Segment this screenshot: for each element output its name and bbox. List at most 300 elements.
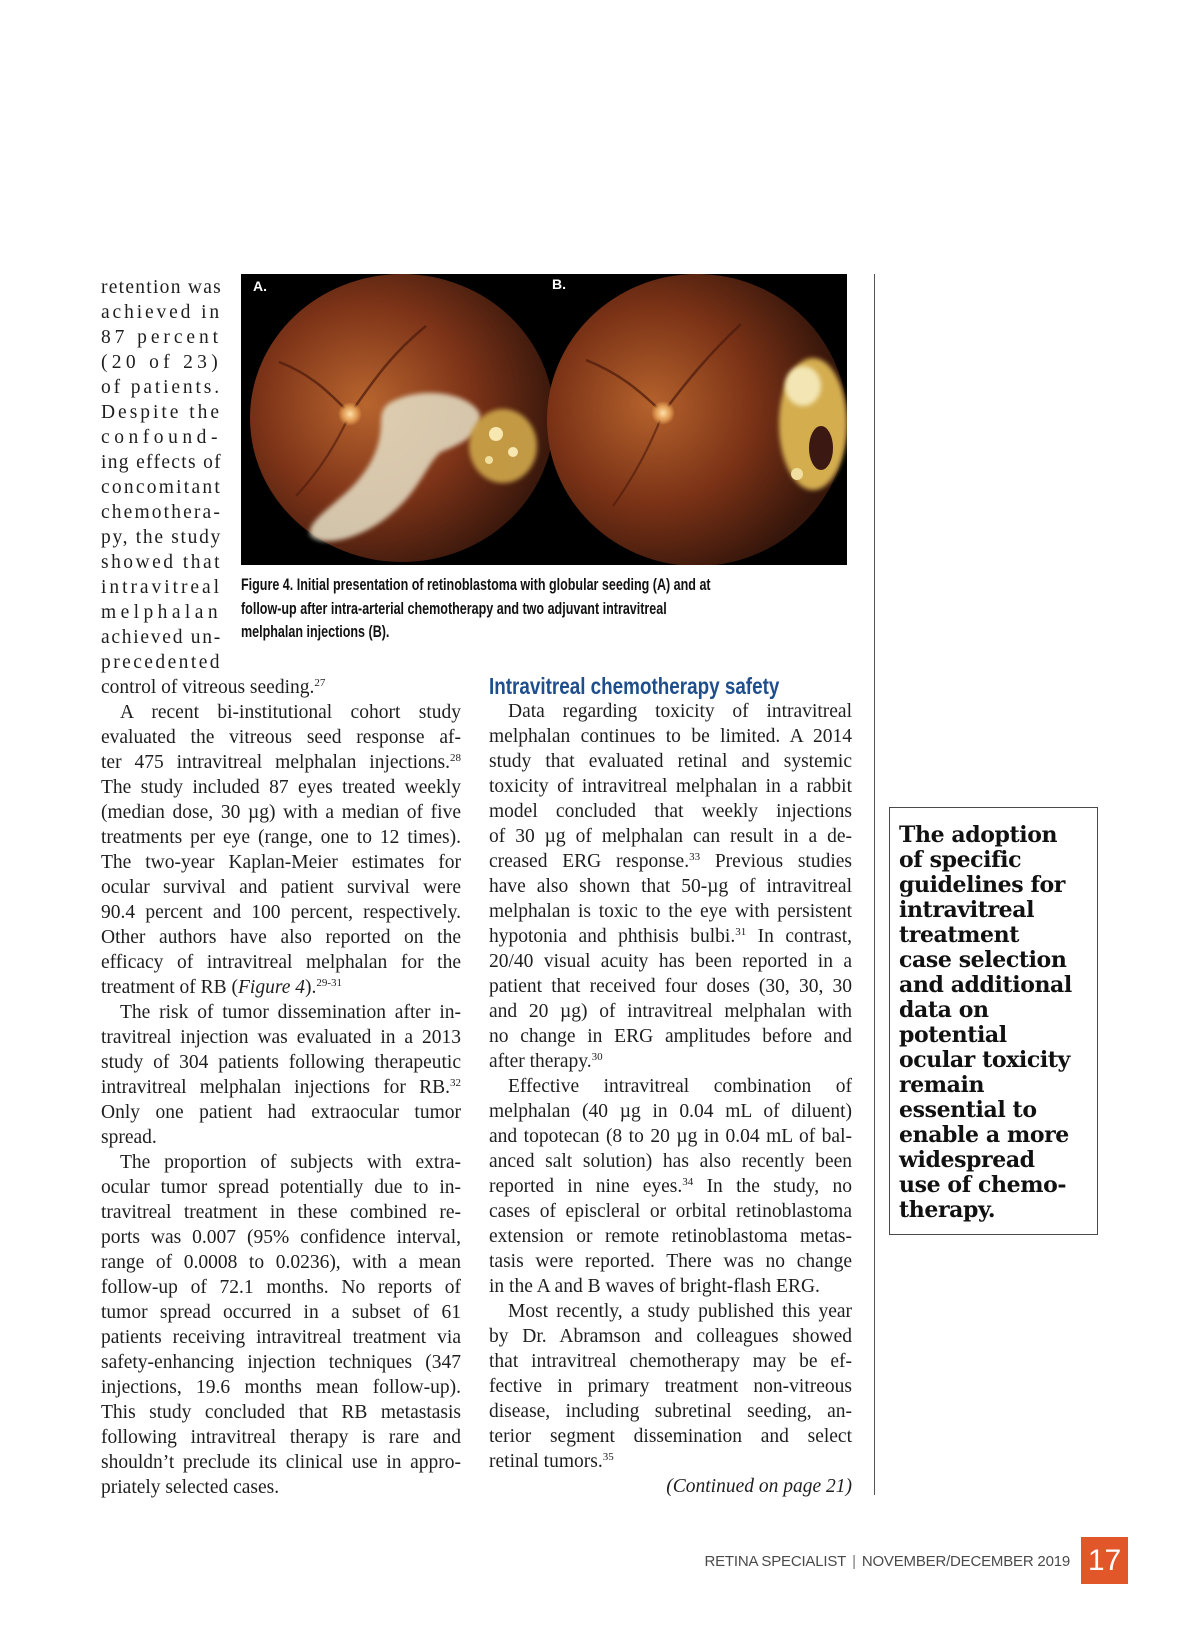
text-line bbox=[101, 850, 461, 875]
line-text bbox=[101, 1352, 461, 1373]
text-line bbox=[489, 1449, 852, 1474]
text-line bbox=[489, 1224, 852, 1249]
line-text bbox=[101, 802, 461, 823]
section-heading bbox=[489, 672, 852, 700]
line-text bbox=[101, 1302, 461, 1323]
reference-superscript: 33 bbox=[689, 851, 701, 863]
tumor-calcification-b bbox=[785, 366, 821, 406]
text-run: anced salt solution) has also recently been bbox=[489, 1151, 852, 1172]
text-run: toxicity of intravitreal melphalan in a rabbit bbox=[489, 776, 852, 797]
line-text bbox=[101, 477, 222, 498]
text-run: ocular tumor spread potentially due to in- bbox=[101, 1176, 461, 1198]
line-text: essential to bbox=[899, 1097, 1037, 1123]
caption-line bbox=[241, 621, 712, 645]
text-run: achieved in bbox=[101, 301, 222, 323]
pull-quote-line bbox=[899, 1023, 1089, 1048]
text-run: 90.4 percent and 100 percent, respectively. bbox=[101, 901, 461, 923]
line-text bbox=[101, 952, 461, 973]
text-run: precedented bbox=[101, 651, 222, 673]
line-text bbox=[120, 1152, 461, 1173]
pull-quote-line bbox=[899, 1048, 1089, 1073]
tumor-calcification-b bbox=[791, 468, 803, 480]
text-run: injections, 19.6 months mean follow-up). bbox=[101, 1376, 461, 1398]
text-line bbox=[101, 900, 461, 925]
line-text bbox=[101, 752, 461, 773]
line-text bbox=[120, 702, 461, 723]
line-text bbox=[489, 801, 852, 822]
text-line bbox=[101, 575, 222, 600]
line-text bbox=[101, 352, 222, 373]
text-run: 20/40 visual acuity has been reported in a bbox=[489, 951, 852, 972]
text-line bbox=[489, 874, 852, 899]
line-text bbox=[508, 1301, 852, 1322]
line-text bbox=[101, 652, 222, 673]
optic-disc-a bbox=[338, 402, 362, 426]
line-text: intravitreal bbox=[899, 897, 1035, 923]
text-run: that intravitreal chemotherapy may be ef- bbox=[489, 1351, 852, 1372]
pull-quote-line bbox=[899, 873, 1089, 898]
text-line bbox=[489, 824, 852, 849]
text-run: after therapy. bbox=[489, 1051, 592, 1072]
optic-disc-b bbox=[651, 401, 675, 425]
line-text bbox=[101, 877, 461, 898]
text-run: tumor spread occurred in a subset of 61 bbox=[101, 1301, 461, 1323]
line-text bbox=[101, 927, 461, 948]
pull-quote-line bbox=[899, 998, 1089, 1023]
caption-line bbox=[241, 598, 712, 622]
column-divider bbox=[874, 274, 875, 1495]
text-run: have also shown that 50-µg of intravitreal bbox=[489, 876, 852, 897]
line-text bbox=[489, 876, 852, 897]
text-line bbox=[489, 699, 852, 724]
text-line bbox=[489, 1349, 852, 1374]
text-line bbox=[101, 1375, 461, 1400]
text-line bbox=[101, 1350, 461, 1375]
line-text: guidelines for bbox=[899, 872, 1065, 898]
text-run: priately selected cases. bbox=[101, 1476, 280, 1498]
reference-superscript: 27 bbox=[314, 676, 326, 689]
text-run: reported in nine eyes. bbox=[489, 1176, 683, 1197]
text-line bbox=[489, 999, 852, 1024]
figure-4 bbox=[241, 274, 847, 565]
tumor-calcification-a bbox=[508, 447, 518, 457]
line-text bbox=[489, 1026, 852, 1047]
text-run: confound- bbox=[101, 426, 222, 448]
pull-quote-line bbox=[899, 1173, 1089, 1198]
line-text bbox=[101, 277, 222, 298]
text-run: disease, including subretinal seeding, an- bbox=[489, 1401, 852, 1422]
pull-quote-line bbox=[899, 1073, 1089, 1098]
line-text: potential bbox=[899, 1022, 1007, 1048]
text-run: melphalan bbox=[101, 601, 222, 623]
text-line bbox=[489, 1099, 852, 1124]
text-line bbox=[101, 400, 222, 425]
reference-superscript: 28 bbox=[450, 751, 461, 764]
line-text bbox=[101, 1077, 461, 1098]
text-run: In the study, no bbox=[693, 1176, 852, 1197]
line-text: case selection bbox=[899, 947, 1067, 973]
text-line bbox=[101, 1325, 461, 1350]
text-line bbox=[489, 799, 852, 824]
line-text bbox=[489, 926, 852, 947]
text-line bbox=[489, 1399, 852, 1424]
reference-superscript: 30 bbox=[591, 1051, 603, 1063]
line-text bbox=[101, 852, 461, 873]
text-line bbox=[101, 1425, 461, 1450]
text-run: melphalan is toxic to the eye with persistent bbox=[489, 901, 852, 922]
text-line bbox=[489, 1324, 852, 1349]
line-text bbox=[489, 1001, 852, 1022]
text-line bbox=[101, 1150, 461, 1175]
line-text bbox=[101, 1202, 461, 1223]
line-text bbox=[489, 1126, 852, 1147]
line-text bbox=[101, 427, 222, 448]
pull-quote-line bbox=[899, 1123, 1089, 1148]
line-text bbox=[101, 827, 461, 848]
text-run: efficacy of intravitreal melphalan for the bbox=[101, 951, 461, 973]
text-line bbox=[101, 425, 222, 450]
line-text bbox=[101, 627, 222, 648]
line-text bbox=[489, 1201, 852, 1222]
text-run: chemothera- bbox=[101, 501, 222, 523]
text-line bbox=[489, 1274, 852, 1299]
line-text bbox=[101, 727, 461, 748]
text-line bbox=[101, 1100, 461, 1125]
text-line bbox=[101, 750, 461, 775]
reference-superscript: 34 bbox=[682, 1176, 694, 1188]
text-line bbox=[101, 925, 461, 950]
pull-quote-line bbox=[899, 1148, 1089, 1173]
text-line bbox=[489, 1024, 852, 1049]
text-run: model concluded that weekly injections bbox=[489, 801, 852, 822]
text-line bbox=[489, 1074, 852, 1099]
section-heading-text: Intravitreal chemotherapy safety bbox=[489, 673, 780, 699]
line-text bbox=[101, 1427, 461, 1448]
text-line bbox=[489, 1124, 852, 1149]
text-run: study of 304 patients following therapeutic bbox=[101, 1051, 461, 1073]
text-line bbox=[101, 1250, 461, 1275]
text-line bbox=[489, 974, 852, 999]
text-line bbox=[101, 1200, 461, 1225]
line-text bbox=[101, 777, 461, 798]
text-run: of patients. bbox=[101, 376, 222, 398]
line-text bbox=[489, 1426, 852, 1447]
text-line bbox=[101, 950, 461, 975]
text-line bbox=[101, 1450, 461, 1475]
line-text: treatment bbox=[899, 922, 1019, 948]
line-text bbox=[101, 502, 222, 523]
figure-caption bbox=[241, 574, 861, 645]
text-run: travitreal treatment in these combined re- bbox=[101, 1201, 461, 1223]
line-text bbox=[101, 377, 222, 398]
panel-label-a: A. bbox=[253, 278, 267, 294]
text-line bbox=[489, 849, 852, 874]
text-line bbox=[489, 1299, 852, 1324]
text-line bbox=[101, 450, 222, 475]
text-run: showed that bbox=[101, 551, 222, 573]
text-run: intravitreal melphalan injections for RB. bbox=[101, 1076, 450, 1098]
text-run: extension or remote retinoblastoma metas- bbox=[489, 1226, 852, 1247]
line-text: melphalan injections (B). bbox=[241, 623, 390, 641]
text-run: treatment of RB ( bbox=[101, 976, 239, 998]
text-line bbox=[101, 1125, 461, 1150]
text-line bbox=[101, 475, 222, 500]
text-run: In contrast, bbox=[746, 926, 852, 947]
pull-quote bbox=[889, 807, 1098, 1235]
line-text bbox=[489, 1051, 603, 1072]
line-text: of specific bbox=[899, 847, 1022, 873]
text-run: achieved un- bbox=[101, 626, 222, 648]
text-line bbox=[101, 550, 222, 575]
text-run: ing effects of bbox=[101, 451, 222, 473]
line-text bbox=[101, 1477, 279, 1498]
publication-name: RETINA SPECIALIST bbox=[704, 1553, 847, 1570]
line-text bbox=[489, 1151, 852, 1172]
text-run: patient that received four doses (30, 30, 30 bbox=[489, 976, 852, 997]
text-run: of 30 µg of melphalan can result in a de- bbox=[489, 826, 852, 847]
pull-quote-line bbox=[899, 898, 1089, 923]
text-run: Data regarding toxicity of intravitreal bbox=[508, 701, 852, 722]
text-run: and topotecan (8 to 20 µg in 0.04 mL of bal- bbox=[489, 1126, 852, 1147]
text-run: This study concluded that RB metastasis bbox=[101, 1401, 461, 1423]
line-text bbox=[489, 1276, 820, 1297]
text-line bbox=[489, 749, 852, 774]
text-run: treatments per eye (range, one to 12 times). bbox=[101, 826, 461, 848]
text-run: follow-up of 72.1 months. No reports of bbox=[101, 1276, 461, 1298]
text-line bbox=[101, 600, 222, 625]
text-run: The risk of tumor dissemination after in- bbox=[120, 1001, 461, 1023]
line-text: use of chemo- bbox=[899, 1172, 1067, 1198]
continued-note: (Continued on page 21) bbox=[666, 1476, 852, 1497]
text-run: following intravitreal therapy is rare and bbox=[101, 1426, 461, 1448]
line-text: enable a more bbox=[899, 1122, 1069, 1148]
line-text bbox=[101, 1252, 461, 1273]
text-line bbox=[101, 1000, 461, 1025]
pull-quote-line bbox=[899, 923, 1089, 948]
line-text bbox=[101, 1377, 461, 1398]
pull-quote-line bbox=[899, 973, 1089, 998]
text-run: Only one patient had extraocular tumor bbox=[101, 1101, 461, 1123]
text-line bbox=[101, 1300, 461, 1325]
line-text bbox=[101, 1277, 461, 1298]
text-line bbox=[101, 500, 222, 525]
panel-label-b: B. bbox=[552, 276, 566, 292]
text-run: Previous studies bbox=[700, 851, 853, 872]
line-text bbox=[489, 726, 852, 747]
pull-quote-line bbox=[899, 823, 1089, 848]
text-run: The study included 87 eyes treated weekly bbox=[101, 776, 461, 798]
line-text bbox=[101, 1452, 461, 1473]
line-text bbox=[489, 901, 852, 922]
line-text bbox=[489, 1376, 852, 1397]
line-text bbox=[101, 902, 461, 923]
text-run: concomitant bbox=[101, 476, 222, 498]
line-text: ocular toxicity bbox=[899, 1047, 1070, 1073]
reference-superscript: 29-31 bbox=[316, 976, 343, 989]
text-line bbox=[489, 899, 852, 924]
running-footer bbox=[704, 1552, 1070, 1572]
line-text bbox=[101, 327, 222, 348]
text-run: The proportion of subjects with extra- bbox=[120, 1151, 461, 1173]
text-run: travitreal injection was evaluated in a 2013 bbox=[101, 1026, 461, 1048]
text-run: melphalan continues to be limited. A 2014 bbox=[489, 726, 852, 747]
line-text bbox=[101, 302, 222, 323]
text-run: and 20 µg) of intravitreal melphalan with bbox=[489, 1001, 852, 1022]
line-text bbox=[101, 602, 222, 623]
text-run: safety-enhancing injection techniques (347 bbox=[101, 1351, 461, 1373]
line-text bbox=[489, 976, 852, 997]
line-text bbox=[489, 851, 852, 872]
pull-quote-line bbox=[899, 948, 1089, 973]
text-line bbox=[101, 375, 222, 400]
text-line bbox=[101, 725, 461, 750]
reference-superscript: 32 bbox=[450, 1076, 461, 1089]
tumor-a bbox=[469, 409, 537, 483]
footer-separator: | bbox=[852, 1553, 856, 1570]
line-text: data on bbox=[899, 997, 989, 1023]
line-text bbox=[489, 1251, 852, 1272]
text-run: ocular survival and patient survival were bbox=[101, 876, 461, 898]
text-line bbox=[101, 1025, 461, 1050]
tumor-calcification-a bbox=[489, 427, 503, 441]
line-text bbox=[489, 1351, 852, 1372]
text-run: in the A and B waves of bright-flash ERG. bbox=[489, 1276, 820, 1297]
line-text bbox=[101, 1402, 461, 1423]
text-run: (median dose, 30 µg) with a median of five bbox=[101, 801, 461, 823]
text-run: A recent bi-institutional cohort study bbox=[120, 701, 461, 723]
text-run: melphalan (40 µg in 0.04 mL of diluent) bbox=[489, 1101, 852, 1122]
text-line bbox=[489, 924, 852, 949]
text-run: Other authors have also reported on the bbox=[101, 926, 461, 948]
line-text bbox=[489, 1101, 852, 1122]
text-run: range of 0.0008 to 0.0236), with a mean bbox=[101, 1251, 461, 1273]
line-text: Figure 4. Initial presentation of retinoblastoma with globular seeding (A) and at bbox=[241, 576, 711, 594]
line-text bbox=[489, 1451, 614, 1472]
text-run: creased ERG response. bbox=[489, 851, 690, 872]
text-line bbox=[101, 300, 222, 325]
line-text bbox=[101, 527, 222, 548]
text-run: retinal tumors. bbox=[489, 1451, 603, 1472]
text-run: cases of episcleral or orbital retinoblastoma bbox=[489, 1201, 852, 1222]
line-text bbox=[489, 1401, 852, 1422]
text-line bbox=[101, 1225, 461, 1250]
text-line bbox=[489, 1174, 852, 1199]
line-text: therapy. bbox=[899, 1197, 996, 1223]
right-column-text bbox=[489, 699, 852, 1474]
pull-quote-line bbox=[899, 848, 1089, 873]
text-line bbox=[101, 1175, 461, 1200]
line-text bbox=[101, 577, 222, 598]
text-line bbox=[101, 275, 222, 300]
line-text bbox=[489, 826, 852, 847]
reference-superscript: 35 bbox=[602, 1451, 614, 1463]
text-line bbox=[489, 1424, 852, 1449]
italic-run: Figure 4 bbox=[238, 976, 305, 998]
pull-quote-line bbox=[899, 1198, 1089, 1223]
text-line bbox=[101, 1400, 461, 1425]
text-line bbox=[489, 949, 852, 974]
text-run: py, the study bbox=[101, 526, 222, 548]
line-text bbox=[489, 1326, 852, 1347]
text-run: hypotonia and phthisis bulbi. bbox=[489, 926, 736, 947]
text-line bbox=[489, 1249, 852, 1274]
text-line bbox=[101, 975, 461, 1000]
line-text: widespread bbox=[899, 1147, 1035, 1173]
text-line bbox=[101, 825, 461, 850]
text-run: tasis were reported. There was no change bbox=[489, 1251, 852, 1272]
line-text: remain bbox=[899, 1072, 985, 1098]
text-line bbox=[101, 650, 222, 675]
text-line bbox=[489, 1149, 852, 1174]
text-line bbox=[101, 525, 222, 550]
line-text bbox=[101, 677, 325, 698]
text-line bbox=[101, 325, 222, 350]
page-number-tab bbox=[1081, 1537, 1128, 1584]
text-run: retention was bbox=[101, 276, 222, 298]
text-line bbox=[489, 724, 852, 749]
text-line bbox=[101, 1075, 461, 1100]
page-number: 17 bbox=[1087, 1544, 1122, 1577]
text-run: shouldn’t preclude its clinical use in appro- bbox=[101, 1451, 461, 1473]
line-text bbox=[101, 402, 222, 423]
tumor-calcification-a bbox=[485, 456, 493, 464]
caption-line bbox=[241, 574, 712, 598]
text-run: ports was 0.007 (95% confidence interval, bbox=[101, 1226, 461, 1248]
left-column-text bbox=[101, 675, 461, 1500]
text-line bbox=[101, 700, 461, 725]
line-text bbox=[101, 1102, 461, 1123]
text-line bbox=[101, 775, 461, 800]
line-text: follow-up after intra-arterial chemotherapy and two adjuvant intravitreal bbox=[241, 599, 667, 618]
text-line bbox=[101, 1275, 461, 1300]
text-run: ter 475 intravitreal melphalan injections. bbox=[101, 751, 450, 773]
tumor-necrosis-b bbox=[809, 426, 833, 470]
text-run: (20 of 23) bbox=[101, 351, 222, 373]
reference-superscript: 31 bbox=[735, 926, 747, 938]
text-run: terior segment dissemination and select bbox=[489, 1426, 852, 1447]
text-run: no change in ERG amplitudes before and bbox=[489, 1026, 852, 1047]
line-text bbox=[101, 452, 222, 473]
text-line bbox=[489, 774, 852, 799]
text-run: Most recently, a study published this year bbox=[508, 1301, 852, 1322]
line-text bbox=[489, 951, 852, 972]
text-line bbox=[489, 1049, 852, 1074]
issue-date: NOVEMBER/DECEMBER 2019 bbox=[861, 1553, 1070, 1570]
line-text bbox=[489, 1176, 852, 1197]
line-text bbox=[508, 1076, 852, 1097]
line-text bbox=[101, 1052, 461, 1073]
text-run: Despite the bbox=[101, 401, 222, 423]
text-line bbox=[101, 800, 461, 825]
text-run: 87 percent bbox=[101, 326, 222, 348]
text-run: Effective intravitreal combination of bbox=[508, 1076, 852, 1097]
fundus-photographs bbox=[241, 274, 847, 565]
line-text bbox=[489, 776, 852, 797]
text-run: study that evaluated retinal and systemic bbox=[489, 751, 852, 772]
line-text bbox=[489, 1226, 852, 1247]
text-line bbox=[101, 1475, 461, 1500]
line-text bbox=[489, 751, 852, 772]
text-run: fective in primary treatment non-vitreous bbox=[489, 1376, 852, 1397]
left-column-wrap-text bbox=[101, 275, 222, 675]
line-text bbox=[101, 552, 222, 573]
line-text bbox=[508, 701, 852, 722]
text-line bbox=[101, 1050, 461, 1075]
text-line bbox=[101, 625, 222, 650]
text-run: The two-year Kaplan-Meier estimates for bbox=[101, 851, 461, 873]
pull-quote-line bbox=[899, 1098, 1089, 1123]
text-line bbox=[489, 1199, 852, 1224]
